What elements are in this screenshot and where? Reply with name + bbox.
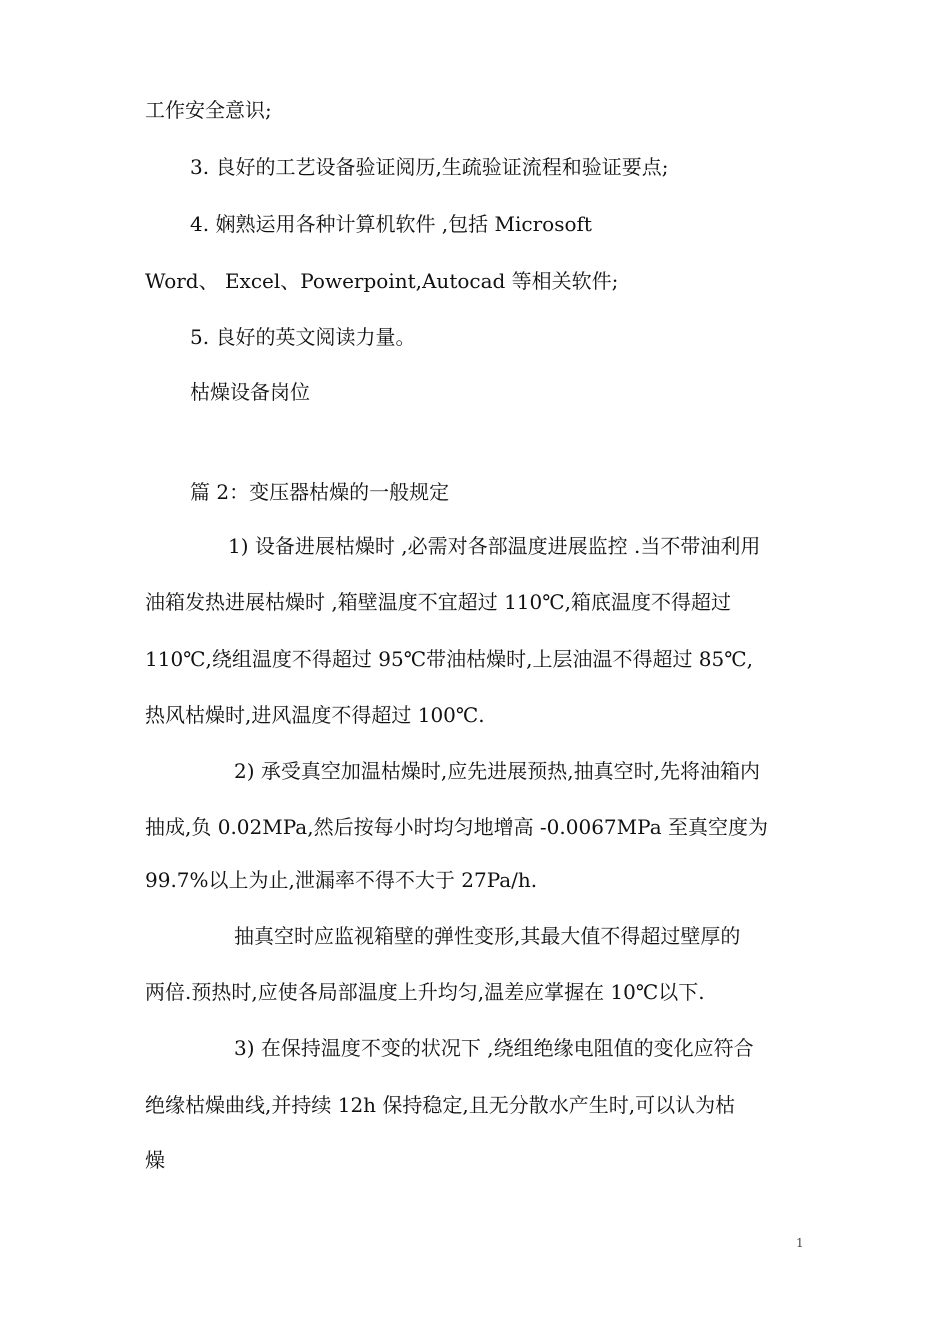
paragraph-4-line-2: 绝缘枯燥曲线,并持续 12h 保持稳定,且无分散水产生时,可以认为枯 <box>145 1093 736 1117</box>
section-heading: 篇 2：变压器枯燥的一般规定 <box>190 480 450 504</box>
paragraph-4-line-1: 3) 在保持温度不变的状况下 ,绕组绝缘电阻值的变化应符合 <box>234 1036 754 1060</box>
paragraph-3-line-1: 抽真空时应监视箱壁的弹性变形,其最大值不得超过壁厚的 <box>234 924 741 948</box>
list-item-3: 3. 良好的工艺设备验证阅历,生疏验证流程和验证要点; <box>190 155 669 179</box>
paragraph-1-line-4: 热风枯燥时,进风温度不得超过 100℃. <box>145 703 485 727</box>
paragraph-1-line-3: 110℃,绕组温度不得超过 95℃带油枯燥时,上层油温不得超过 85℃, <box>145 647 753 671</box>
list-item-4: 4. 娴熟运用各种计算机软件 ,包括 Microsoft <box>190 212 592 236</box>
paragraph-1-line-2: 油箱发热进展枯燥时 ,箱壁温度不宜超过 110℃,箱底温度不得超过 <box>145 590 731 614</box>
page-number: 1 <box>796 1236 804 1250</box>
paragraph-2-line-1: 2) 承受真空加温枯燥时,应先进展预热,抽真空时,先将油箱内 <box>234 759 760 783</box>
paragraph-4-line-3: 燥 <box>145 1148 165 1172</box>
text-line-4: Word、 Excel、Powerpoint,Autocad 等相关软件; <box>145 269 619 293</box>
paragraph-3-line-2: 两倍.预热时,应使各局部温度上升均匀,温差应掌握在 10℃以下. <box>145 980 705 1004</box>
list-item-5: 5. 良好的英文阅读力量。 <box>190 325 416 349</box>
paragraph-1-line-1: 1) 设备进展枯燥时 ,必需对各部温度进展监控 .当不带油利用 <box>228 534 761 558</box>
section-label: 枯燥设备岗位 <box>190 380 310 404</box>
text-line-1: 工作安全意识; <box>145 98 272 122</box>
paragraph-2-line-2: 抽成,负 0.02MPa,然后按每小时均匀地增高 -0.0067MPa 至真空度为 <box>145 815 768 839</box>
paragraph-2-line-3: 99.7%以上为止,泄漏率不得不大于 27Pa/h. <box>145 868 538 892</box>
